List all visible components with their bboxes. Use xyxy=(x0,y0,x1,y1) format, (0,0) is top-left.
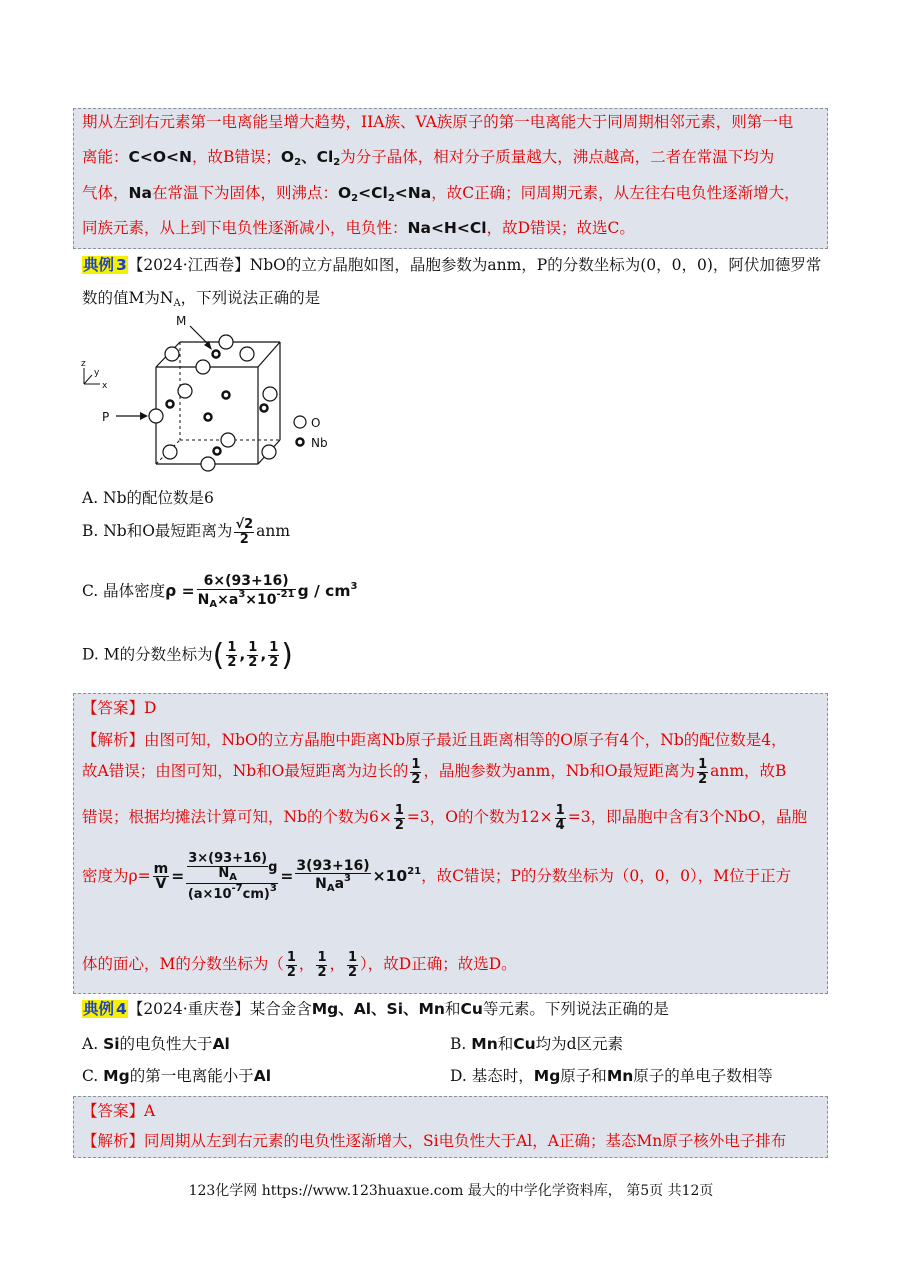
nb-atom xyxy=(213,351,220,358)
nb-atom xyxy=(261,405,268,412)
analysis3-line5: 体的面心，M的分数坐标为（ $\frac{1}{2}$ ， $\frac{1}{2}$ ， $\frac{1}{2}$ ），故D正确；故选D。 xyxy=(82,950,517,980)
box1-line4: 同族元素，从上到下电负性逐渐减小，电负性：Na<H<Cl，故D错误；故选C。 xyxy=(82,219,635,237)
legend-nb: Nb xyxy=(311,436,328,450)
example3-option-a: A. Nb的配位数是6 xyxy=(82,489,214,507)
box1-line1: 期从左到右元素第一电离能呈增大趋势，IIA族、VA族原子的第一电离能大于同周期相邻元素，则第一电 xyxy=(82,113,794,131)
o-atom xyxy=(240,347,254,361)
example-tag: 典例 xyxy=(83,256,115,274)
example4-option-b: B. Mn和Cu均为d区元素 xyxy=(450,1035,624,1053)
nb-atom xyxy=(214,448,221,455)
o-atom xyxy=(196,360,210,374)
answer4-line: 【答案】A xyxy=(82,1102,156,1120)
example3-option-c: C. 晶体密度ρ = $\frac{6\times(93+16)}{N_A\times a^3\times 10^{-21}}$ g / $cm^3$ xyxy=(82,573,358,610)
o-atom xyxy=(163,445,177,459)
example3-option-d: D. M的分数坐标为( $\frac{1}{2}$ , $\frac{1}{2}$ , $\frac{1}{2}$ ) xyxy=(82,638,293,673)
analysis4-line1: 【解析】同周期从左到右元素的电负性逐渐增大，Si电负性大于Al，A正确；基态Mn原子核外电子排布 xyxy=(82,1132,787,1150)
o-atom xyxy=(221,433,235,447)
example3-question-line2: 数的值M为$N_A$，下列说法正确的是 xyxy=(82,289,321,309)
analysis3-line4: 密度为ρ= $\frac{m}{V}$ = $\frac{3\times(93+16)}{N_A}$ g $(a\times 10^{-7}cm)^3$ = $\frac{3(93+16)}{N_Aa^3}$ $\times 10^{21}$，故C错误；P的分数坐标为（0，0，0），M位于正方 xyxy=(82,851,792,903)
nb-atom xyxy=(167,401,174,408)
analysis3-line2: 故A错误；由图可知，Nb和O最短距离为边长的 $\frac{1}{2}$ ，晶胞参数为anm，Nb和O最短距离为 $\frac{1}{2}$ anm，故B xyxy=(82,757,787,787)
o-atom xyxy=(201,457,215,471)
nbo-unit-cell-figure xyxy=(78,312,338,477)
example4-question: 典例 4【2024·重庆卷】某合金含Mg、Al、Si、Mn和Cu等元素。下列说法正确的是 xyxy=(83,1000,669,1018)
svg-text:y: y xyxy=(94,368,100,378)
nb-atom xyxy=(205,414,212,421)
o-atom xyxy=(219,335,233,349)
legend-o: O xyxy=(311,416,321,430)
box1-line2: 离能：C<O<N，故B错误；$O_2$、$Cl_2$为分子晶体，相对分子质量越大，沸点越高，二者在常温下均为 xyxy=(82,148,775,168)
label-m: M xyxy=(176,314,187,328)
page-footer: 123化学网 https://www.123huaxue.com 最大的中学化学资料库， 第5页 共12页 xyxy=(188,1183,714,1199)
o-atom xyxy=(263,387,277,401)
example3-option-b: B. Nb和O最短距离为 $\frac{√2}{2}$ anm xyxy=(82,517,291,547)
analysis3-line1: 【解析】由图可知，NbO的立方晶胞中距离Nb原子最近且距离相等的O原子有4个，Nb的配位数是4， xyxy=(82,731,787,749)
example4-option-c: C. Mg的第一电离能小于Al xyxy=(82,1067,272,1085)
example3-question-line1: 典例 3【2024·江西卷】NbO的立方晶胞如图，晶胞参数为anm，P的分数坐标为(0，0，0)，阿伏加德罗常 xyxy=(83,256,822,274)
svg-text:x: x xyxy=(102,381,108,391)
example4-option-a: A. Si的电负性大于Al xyxy=(82,1035,230,1053)
o-atom xyxy=(262,445,276,459)
o-atom xyxy=(149,409,163,423)
label-p: P xyxy=(102,410,110,424)
nb-atom xyxy=(223,392,230,399)
o-atom xyxy=(165,347,179,361)
analysis3-line3: 错误；根据均摊法计算可知，Nb的个数为6× $\frac{1}{2}$ =3，O的个数为12× $\frac{1}{4}$ =3，即晶胞中含有3个NbO，晶胞 xyxy=(82,803,808,833)
answer3-line: 【答案】D xyxy=(82,699,157,717)
example4-option-d: D. 基态时，Mg原子和Mn原子的单电子数相等 xyxy=(450,1067,773,1085)
svg-text:z: z xyxy=(81,359,86,369)
box1-line3: 气体，Na在常温下为固体，则沸点：$O_2<Cl_2<Na$，故C正确；同周期元素，从左往右电负性逐渐增大， xyxy=(82,184,800,204)
o-atom xyxy=(178,384,192,398)
